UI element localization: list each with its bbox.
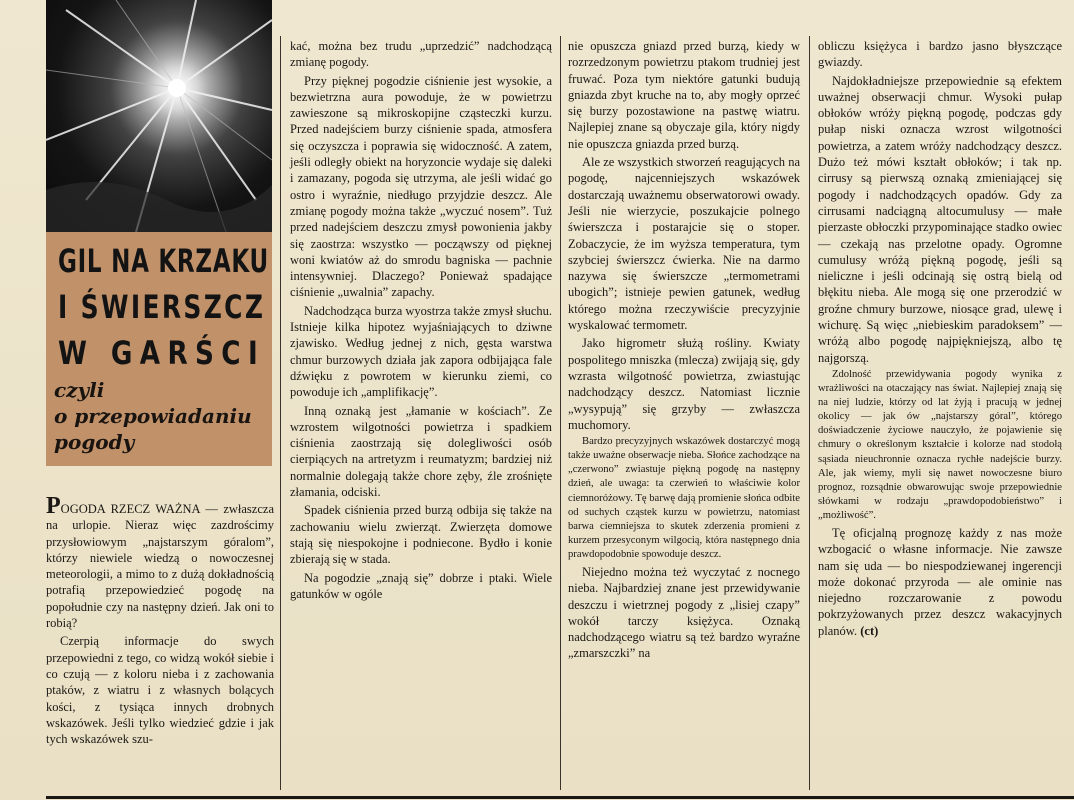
paragraph: Niejedno można też wyczytać z nocnego nieba. Najbardziej znane jest przewidywanie deszczu i wietrznej pogody z „lisiej czapy” wokół tarczy księżyca. Oznaką nadchodzącego wiatru są też bardzo wyraźne „zmarszczki” na bbox=[568, 564, 800, 661]
column-divider bbox=[560, 36, 561, 790]
lead-text: OGODA RZECZ WAŻNA — zwłaszcza na urlopie. Nieraz więc zazdrościmy przysłowiowym „najstarszym góralom”, którzy niewiele wiedzą o nowoczesnej meteorologii, a mimo to z dużą dokładnością potrafią przepowiedzieć pogodę na popołudnie czy na następny dzień. Jak oni to robią? bbox=[46, 502, 274, 631]
paragraph: Jako higrometr służą rośliny. Kwiaty pospolitego mniszka (mlecza) zwijają się, gdy wzrasta wilgotność powietrza, zwiastując nadchodzący deszcz. Natomiast licznie „wysypują” się grzyby — zwłaszcza muchomory. bbox=[568, 336, 800, 432]
title-panel bbox=[46, 232, 272, 466]
paragraph: kać, można bez trudu „uprzedzić” nadchodzącą zmianę pogody. bbox=[290, 39, 552, 70]
paragraph-text: Tę oficjalną prognozę każdy z nas może wzbogacić o własne informacje. Nie zawsze nam się uda — bo niespodziewanej ingerencji może dokonać przyroda — ale ominie nas niejedno rozczarowanie z powodu pokrzyżowanych przez deszcz wakacyjnych planów. bbox=[818, 525, 1062, 638]
paragraph: Najdokładniejsze przepowiednie są efektem uważnej obserwacji chmur. Wysoki pułap obłoków wróży piękną pogodę, podczas gdy pułap niski oznacza wzrost wilgotności powietrza, a zatem wróży nadchodzący deszcz. Dużo też mówi kształt obłoków; i tak np. cirrusy są pierwszą oznaką zmieniającej się pogody i nadchodzących opadów. Gdy za cirrusami nadciągną altocumulusy — małe pierzaste obłoczki przypominające stadko owiec — czekają nas przelotne opady. Ogromne cumulusy wróżą piękną pogodę, jeśli są nieliczne i jeśli odcinają się ostrą bielą od błękitu nieba. Ale mogą się one przerodzić w groźne chmury burzowe, niosące grad, ulewę i wichurę. Są więc „niebieskim paradoksem” — wróżą albo pogodę najpiękniejszą, albo tę najgorszą. bbox=[818, 73, 1062, 365]
paragraph: nie opuszcza gniazd przed burzą, kiedy w rozrzedzonym powietrzu ptakom trudniej jest fruwać. Poza tym niektóre gatunki budują gniazda zbyt kruche na to, aby mogły oprzeć się burzy pozostawione na pastwę wiatru. Najlepiej znane są obyczaje gila, który nigdy nie opuszcza gniazda przed burzą. bbox=[568, 39, 800, 151]
article-column-1 bbox=[46, 493, 274, 747]
column-divider bbox=[280, 36, 281, 790]
drop-letter: P bbox=[46, 493, 61, 519]
sky-photo bbox=[46, 0, 272, 232]
paragraph bbox=[818, 525, 1062, 639]
headline-line-2: I ŚWIERSZCZ bbox=[58, 288, 266, 326]
author-signature: (ct) bbox=[860, 623, 879, 638]
article-column-4 bbox=[818, 38, 1062, 639]
column-divider bbox=[809, 36, 810, 790]
article-column-2 bbox=[290, 38, 552, 602]
paragraph: Na pogodzie „znają się” dobrze i ptaki. Wiele gatunków w ogóle bbox=[290, 570, 552, 601]
subtitle-line-2: o przepowiadaniu bbox=[54, 404, 252, 428]
headline-line-3: W GARŚCI bbox=[58, 334, 266, 372]
paragraph: Inną oznaką jest „łamanie w kościach”. Ze wzrostem wilgotności powietrza i spadkiem ciśnienia zaostrzają się dolegliwości osób cierpiących na artretyzm i reumatyzm; bardziej niż normalnie dolegają także chore zęby, źle zrośnięte złamania, odciski. bbox=[290, 403, 552, 500]
subtitle-line-3: pogody bbox=[54, 430, 135, 454]
lead-paragraph bbox=[46, 493, 274, 631]
paragraph: Ale ze wszystkich stworzeń reagujących na pogodę, najcenniejszych wskazówek dostarczają uważnemu obserwatorowi owady. Jeśli nie wierzycie, poszukajcie polnego świerszcza i postarajcie się o stoper. Zobaczycie, że im wyższa temperatura, tym szybciej świerszcz ćwierka. Nie na darmo nazywa się świerszcze „termometrami ubogich”; istnieje pewien gatunek, według którego można rzeczywiście precyzyjnie wyskalować termometr. bbox=[568, 155, 800, 333]
paragraph: Nadchodząca burza wyostrza także zmysł słuchu. Istnieje kilka hipotez wyjaśniających to dziwne zjawisko. Według jednej z nich, gęsta warstwa chmur burzowych działa jak zapora odbijająca fale dźwięku z powrotem w kierunku ziemi, co powoduje ich „amplifikację”. bbox=[290, 303, 552, 400]
subtitle-line-1: czyli bbox=[54, 378, 105, 402]
paragraph: Przy pięknej pogodzie ciśnienie jest wysokie, a bezwietrzna aura powoduje, że w powietrzu zawieszone są mikroskopijne cząsteczki kurzu. Przed nadejściem burzy ciśnienie spada, atmosfera się oczyszcza i poprawia się widoczność. A zatem, jeśli odległy obiekt na horyzoncie wydaje się daleki i zamazany, pogoda się utrzyma, ale jeśli widać go ostro i wyraźnie, niedługo przyjdzie deszcz. Ale zmianę pogody można także „wyczuć nosem”. Tuż przed nadejściem deszczu zmysł powonienia jakby się zaostrza: wszystko — począwszy od pięknej woni kwiatów aż do smrodu bagniska — pachnie intensywniej. Dlaczego? Ponieważ spadające ciśnienie „uwalnia” zapachy. bbox=[290, 73, 552, 300]
paragraph: Czerpią informacje do swych przepowiedni z tego, co widzą wokół siebie i co czują — z koloru nieba i z zachowania ptaków, z wiatru i z własnych bolących kości, z tysiąca innych drobnych wskazówek. Jeśli tylko wiedzieć gdzie i jak tych wskazówek szu- bbox=[46, 634, 274, 747]
paragraph: Spadek ciśnienia przed burzą odbija się także na zachowaniu wielu zwierząt. Zwierzęta domowe stają się niespokojne i podniecone. Bydło i konie zbierają się w stada. bbox=[290, 503, 552, 567]
small-print-paragraph: Zdolność przewidywania pogody wynika z wrażliwości na otaczający nas świat. Najlepiej znają się na niej ludzie, którzy od lat żyją i pracują w jednej okolicy — jak ów „najstarszy góral”, którego doświadczenie życiowe nauczyło, że pojawienie się chmury o określonym kształcie i kolorze nad stodołą sąsiada nieuchronnie oznacza rychłe nadejście burzy. Ale, jak wiemy, myli się nawet nowoczesne biuro prognoz, rozsądnie obwarowując swoje przepowiednie słówkami w rodzaju „prawdopodobieństwo” i „możliwość”. bbox=[818, 368, 1062, 521]
article-column-3 bbox=[568, 38, 800, 662]
small-print-paragraph: Bardzo precyzyjnych wskazówek dostarczyć mogą także uważne obserwacje nieba. Słońce zachodzące na „czerwono” zwiastuje piękną pogodę na następny dzień, ale uwaga: ta czerwień to właściwie kolor ciemnoróżowy. Tę barwę dają promienie słońca odbite od suchych cząstek kurzu w powietrzu, natomiast barwa ciemniejsza to skutek zderzenia promieni z kurzem przesyconym wilgocią, która następnego dnia prawdopodobnie spowoduje deszcz. bbox=[568, 436, 800, 560]
bottom-rule bbox=[46, 796, 1074, 799]
paragraph: obliczu księżyca i bardzo jasno błyszczące gwiazdy. bbox=[818, 39, 1062, 70]
sun-rays-illustration bbox=[46, 0, 272, 232]
headline-line-1: GIL NA KRZAKU bbox=[58, 242, 269, 280]
